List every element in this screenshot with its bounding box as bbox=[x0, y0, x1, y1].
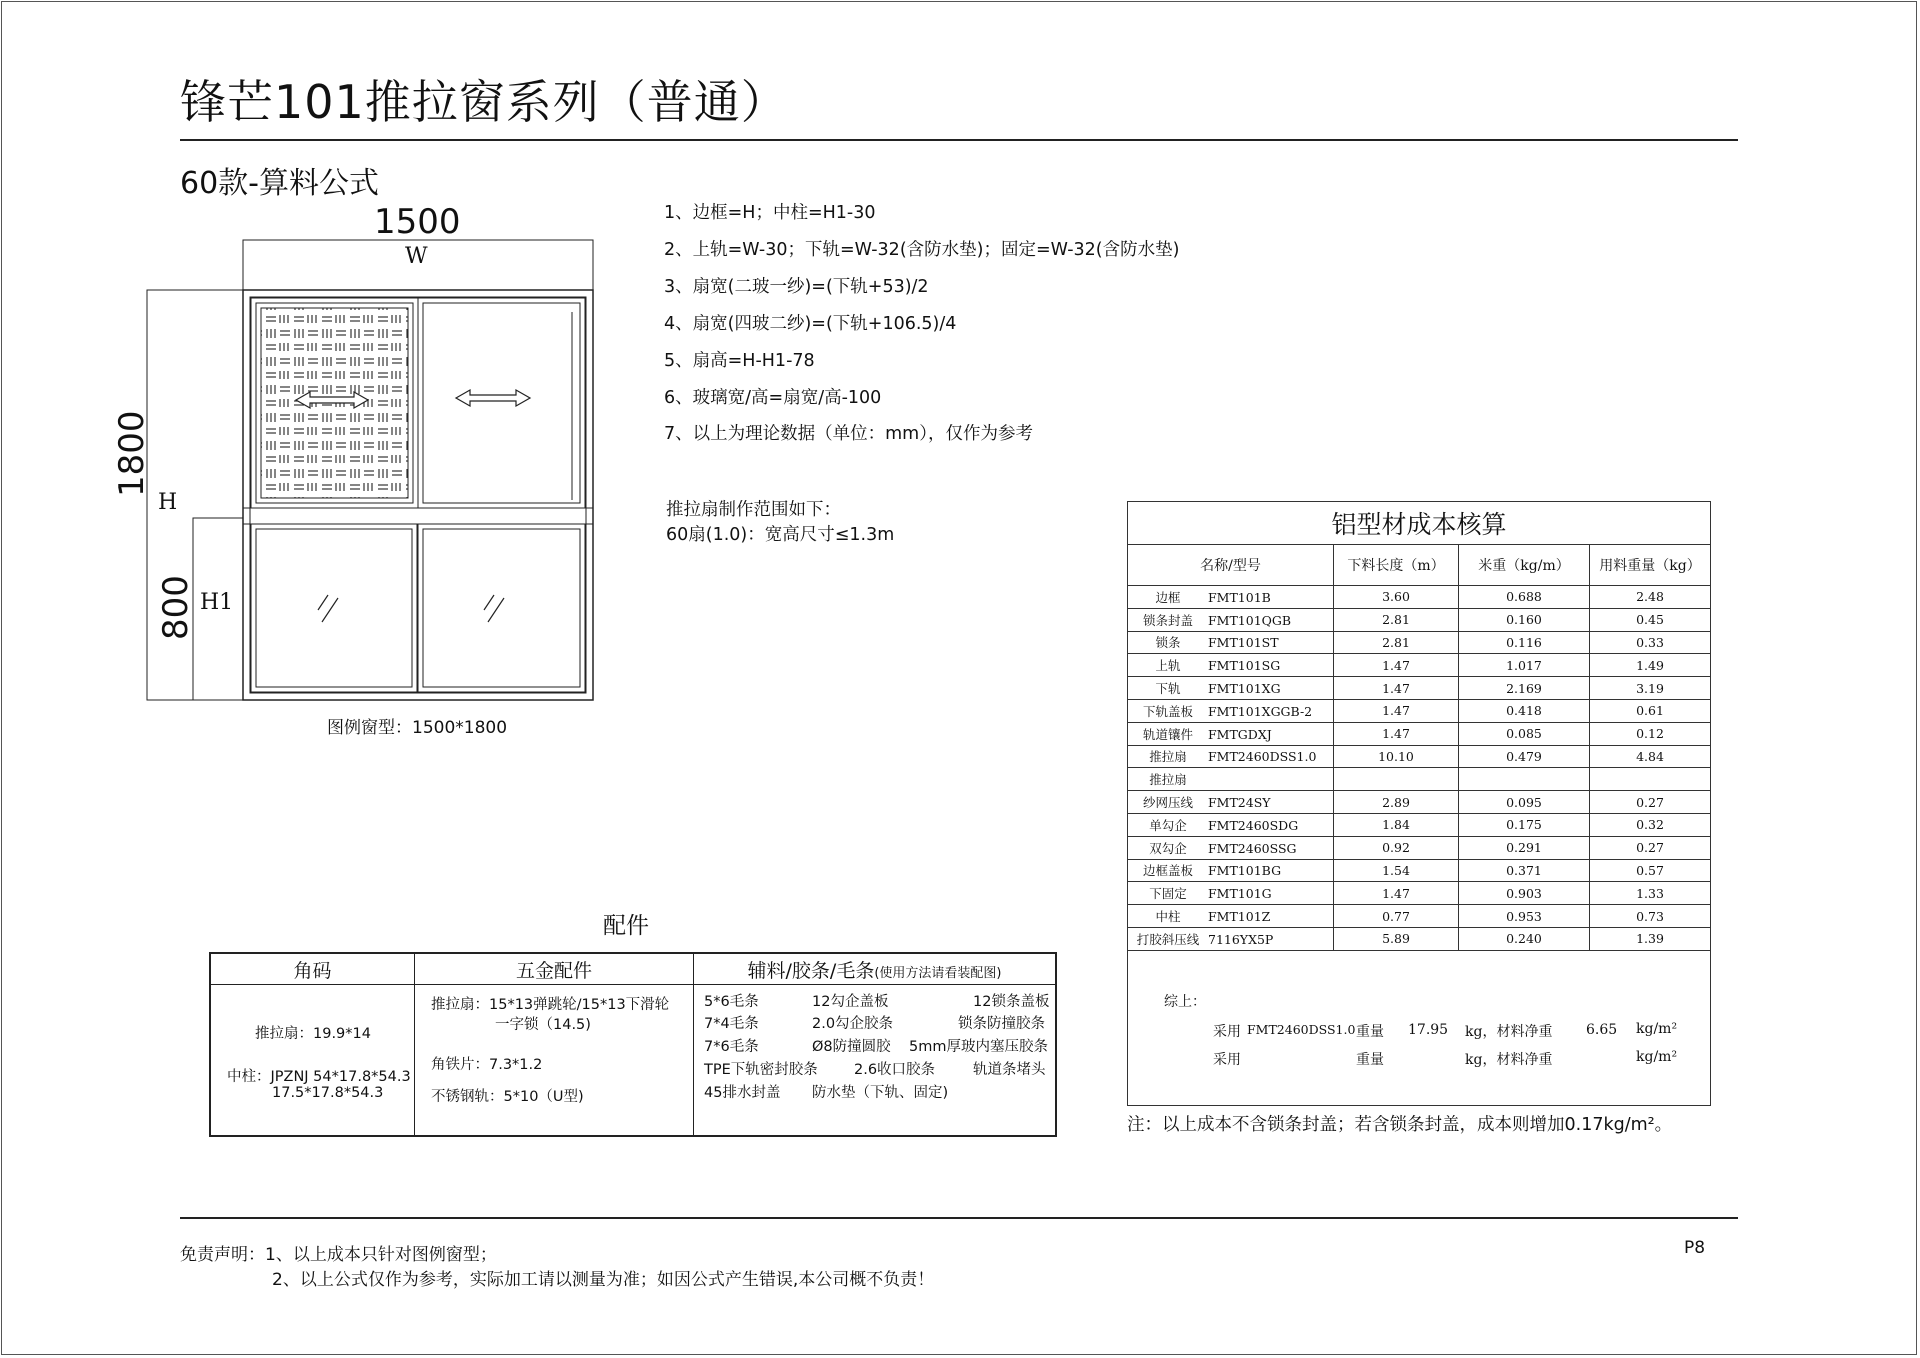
formula-7: 7、以上为理论数据（单位：mm），仅作为参考 bbox=[664, 424, 1033, 444]
cost-table-row bbox=[1128, 859, 1711, 882]
cost-table-row bbox=[1128, 722, 1711, 745]
disclaimer-line-1: 免责声明：1、以上成本只针对图例窗型； bbox=[180, 1245, 497, 1265]
disclaimer-line-2: 2、以上公式仅作为参考，实际加工请以测量为准；如因公式产生错误,本公司概不负责！ bbox=[272, 1270, 935, 1290]
lower-height-value: 800 bbox=[156, 575, 196, 640]
cost-table-row bbox=[1128, 791, 1711, 814]
cost-cell-name bbox=[1128, 813, 1334, 836]
aux-item: 5mm厚玻内塞压胶条 bbox=[909, 1039, 1048, 1055]
parts-hardware-cell bbox=[415, 985, 694, 1137]
cost-table-title: 铝型材成本核算 bbox=[1128, 502, 1711, 545]
aux-item: 7*4毛条 bbox=[704, 1016, 759, 1032]
aux-item: 2.0勾企胶条 bbox=[812, 1016, 894, 1032]
profile-model: FMTGDXJ bbox=[1208, 726, 1272, 742]
profile-model: FMT101B bbox=[1208, 589, 1271, 605]
formula-1: 1、边框=H；中柱=H1-30 bbox=[664, 203, 876, 223]
cost-cell-weight: 4.84 bbox=[1590, 745, 1711, 768]
aux-item: Ø8防撞圆胶 bbox=[812, 1039, 891, 1055]
cost-cell-length: 1.47 bbox=[1334, 882, 1459, 905]
profile-name: 轨道镶件 bbox=[1142, 726, 1193, 742]
cost-cell-name bbox=[1128, 586, 1334, 609]
height-value: 1800 bbox=[112, 410, 152, 497]
cost-table-row bbox=[1128, 654, 1711, 677]
parts-header-aux bbox=[694, 953, 1057, 985]
cost-col-weight-per-m: 米重（kg/m） bbox=[1459, 545, 1590, 586]
profile-name: 锁条 bbox=[1155, 635, 1181, 651]
cost-cell-name bbox=[1128, 882, 1334, 905]
corner-line-2: 中柱：JPZNJ 54*17.8*54.3 bbox=[227, 1069, 411, 1085]
lower-height-label: H1 bbox=[200, 590, 234, 615]
aux-item: 锁条防撞胶条 bbox=[958, 1016, 1045, 1032]
profile-name: 单勾企 bbox=[1149, 817, 1187, 833]
cost-cell-length: 1.84 bbox=[1334, 813, 1459, 836]
cost-cell-length: 1.47 bbox=[1334, 654, 1459, 677]
cost-cell-name bbox=[1128, 608, 1334, 631]
cost-cell-name bbox=[1128, 836, 1334, 859]
page-subtitle: 60款-算料公式 bbox=[180, 166, 379, 201]
cost-table-row bbox=[1128, 927, 1711, 950]
summary-l1-net-label: kg，材料净重 bbox=[1465, 1023, 1553, 1040]
aux-item: 12勾企盖板 bbox=[812, 994, 889, 1010]
formula-4: 4、扇宽(四玻二纱)=(下轨+106.5)/4 bbox=[664, 314, 957, 334]
cost-cell-length: 3.60 bbox=[1334, 586, 1459, 609]
drawing-caption: 图例窗型：1500*1800 bbox=[327, 718, 508, 738]
profile-model: FMT2460SDG bbox=[1208, 817, 1299, 833]
profile-model: FMT101QGB bbox=[1208, 612, 1292, 628]
cost-table-row bbox=[1128, 699, 1711, 722]
cost-cell-name bbox=[1128, 631, 1334, 654]
header-rule bbox=[180, 139, 1738, 141]
profile-model: FMT2460SSG bbox=[1208, 840, 1297, 856]
aux-item: 轨道条堵头 bbox=[973, 1062, 1046, 1078]
cost-table-row bbox=[1128, 631, 1711, 654]
cost-cell-weight: 0.27 bbox=[1590, 791, 1711, 814]
profile-name: 推拉扇 bbox=[1149, 749, 1187, 765]
summary-l2-net-label: kg，材料净重 bbox=[1465, 1051, 1553, 1068]
cost-col-length: 下料长度（m） bbox=[1334, 545, 1459, 586]
aux-item: 2.6收口胶条 bbox=[854, 1062, 936, 1078]
cost-cell-weight-per-m: 2.169 bbox=[1459, 677, 1590, 700]
profile-name: 下固定 bbox=[1149, 886, 1187, 902]
cost-table-row bbox=[1128, 586, 1711, 609]
parts-table bbox=[209, 952, 1057, 1137]
profile-name: 下轨 bbox=[1155, 681, 1181, 697]
parts-header-aux-label: 辅料/胶条/毛条 bbox=[747, 959, 875, 982]
aux-item: 5*6毛条 bbox=[704, 994, 759, 1010]
profile-name: 中柱 bbox=[1155, 909, 1181, 925]
aux-item: 7*6毛条 bbox=[704, 1039, 759, 1055]
corner-line-1: 推拉扇：19.9*14 bbox=[255, 1026, 371, 1042]
cost-cell-weight-per-m: 0.095 bbox=[1459, 791, 1590, 814]
parts-aux-cell bbox=[694, 985, 1057, 1137]
cost-cell-weight: 1.49 bbox=[1590, 654, 1711, 677]
hardware-line-1: 推拉扇：15*13弹跳轮/15*13下滑轮 bbox=[431, 997, 670, 1013]
cost-cell-weight: 0.61 bbox=[1590, 699, 1711, 722]
cost-cell-name bbox=[1128, 768, 1334, 791]
cost-cell-length: 1.54 bbox=[1334, 859, 1459, 882]
summary-l1-net: 6.65 bbox=[1586, 1021, 1618, 1038]
page-number: P8 bbox=[1684, 1238, 1706, 1258]
profile-model: FMT2460DSS1.0 bbox=[1208, 749, 1317, 765]
cost-col-weight: 用料重量（kg） bbox=[1590, 545, 1711, 586]
cost-cell-weight-per-m: 0.953 bbox=[1459, 905, 1590, 928]
cost-table-row bbox=[1128, 836, 1711, 859]
cost-cell-weight: 0.12 bbox=[1590, 722, 1711, 745]
cost-cell-weight-per-m bbox=[1459, 768, 1590, 791]
summary-l1-unit: kg/m² bbox=[1636, 1020, 1678, 1037]
aux-item: 45排水封盖 bbox=[704, 1085, 781, 1101]
width-label: W bbox=[405, 244, 428, 269]
profile-model: FMT101Z bbox=[1208, 909, 1271, 925]
footer-rule bbox=[180, 1217, 1738, 1219]
profile-name: 纱网压线 bbox=[1142, 795, 1193, 811]
profile-name: 推拉扇 bbox=[1149, 772, 1187, 788]
cost-cell-name bbox=[1128, 677, 1334, 700]
cost-cell-weight-per-m: 0.903 bbox=[1459, 882, 1590, 905]
cost-cell-length: 2.81 bbox=[1334, 608, 1459, 631]
profile-name: 下轨盖板 bbox=[1142, 703, 1193, 719]
parts-title: 配件 bbox=[603, 913, 649, 939]
formula-3: 3、扇宽(二玻一纱)=(下轨+53)/2 bbox=[664, 277, 929, 297]
parts-header-corner: 角码 bbox=[210, 953, 415, 985]
cost-cell-weight-per-m: 0.479 bbox=[1459, 745, 1590, 768]
cost-cell-name bbox=[1128, 722, 1334, 745]
cost-col-name: 名称/型号 bbox=[1128, 545, 1334, 586]
summary-l1-weight-label: 重量 bbox=[1356, 1023, 1384, 1040]
cost-cell-weight: 0.57 bbox=[1590, 859, 1711, 882]
cost-cell-weight-per-m: 0.175 bbox=[1459, 813, 1590, 836]
profile-name: 打胶斜压线 bbox=[1136, 931, 1200, 947]
hardware-line-3: 角铁片：7.3*1.2 bbox=[431, 1057, 543, 1073]
profile-model: FMT101SG bbox=[1208, 658, 1281, 674]
aux-item: 防水垫（下轨、固定) bbox=[812, 1085, 949, 1101]
cost-cell-length: 1.47 bbox=[1334, 699, 1459, 722]
profile-name: 边框 bbox=[1155, 589, 1181, 605]
cost-cell-weight-per-m: 0.160 bbox=[1459, 608, 1590, 631]
cost-cell-name bbox=[1128, 654, 1334, 677]
cost-cell-weight: 0.45 bbox=[1590, 608, 1711, 631]
profile-name: 边框盖板 bbox=[1142, 863, 1193, 879]
range-heading: 推拉扇制作范围如下： bbox=[666, 500, 841, 520]
cost-table-row bbox=[1128, 768, 1711, 791]
profile-model: FMT101BG bbox=[1208, 863, 1282, 879]
parts-corner-cell bbox=[210, 985, 415, 1137]
parts-header-aux-note: (使用方法请看装配图) bbox=[874, 965, 1002, 981]
formula-2: 2、上轨=W-30；下轨=W-32(含防水垫)；固定=W-32(含防水垫) bbox=[664, 240, 1180, 260]
cost-table bbox=[1127, 501, 1711, 1106]
summary-l1-weight: 17.95 bbox=[1408, 1021, 1449, 1038]
cost-cell-weight bbox=[1590, 768, 1711, 791]
summary-l1-model: FMT2460DSS1.0 bbox=[1247, 1021, 1356, 1037]
summary-l2-unit: kg/m² bbox=[1636, 1048, 1678, 1065]
cost-cell-weight: 0.33 bbox=[1590, 631, 1711, 654]
hardware-line-4: 不锈钢轨：5*10（U型) bbox=[431, 1089, 584, 1105]
cost-cell-length: 0.92 bbox=[1334, 836, 1459, 859]
profile-model: FMT24SY bbox=[1208, 795, 1271, 811]
cost-cell-length: 2.89 bbox=[1334, 791, 1459, 814]
cost-table-row bbox=[1128, 905, 1711, 928]
cost-cell-weight-per-m: 0.688 bbox=[1459, 586, 1590, 609]
hardware-line-2: 一字锁（14.5) bbox=[495, 1017, 591, 1033]
cost-cell-name bbox=[1128, 927, 1334, 950]
cost-table-body bbox=[1128, 586, 1711, 951]
height-label: H bbox=[158, 490, 178, 515]
cost-cell-length: 2.81 bbox=[1334, 631, 1459, 654]
cost-cell-weight-per-m: 0.240 bbox=[1459, 927, 1590, 950]
aux-item: TPE下轨密封胶条 bbox=[704, 1062, 818, 1078]
cost-table-row bbox=[1128, 745, 1711, 768]
summary-l2-weight-label: 重量 bbox=[1356, 1051, 1384, 1068]
cost-cell-weight-per-m: 0.371 bbox=[1459, 859, 1590, 882]
range-detail: 60扇(1.0)：宽高尺寸≤1.3m bbox=[666, 525, 895, 545]
cost-table-row bbox=[1128, 677, 1711, 700]
profile-model: FMT101XG bbox=[1208, 681, 1281, 697]
profile-model: FMT101XGGB-2 bbox=[1208, 703, 1313, 719]
cost-cell-name bbox=[1128, 791, 1334, 814]
cost-cell-length: 1.47 bbox=[1334, 722, 1459, 745]
cost-cell-length bbox=[1334, 768, 1459, 791]
aux-item: 12锁条盖板 bbox=[973, 994, 1050, 1010]
profile-model: FMT101G bbox=[1208, 886, 1272, 902]
summary-label: 综上： bbox=[1164, 993, 1206, 1010]
profile-name: 上轨 bbox=[1155, 658, 1181, 674]
cost-cell-weight-per-m: 0.418 bbox=[1459, 699, 1590, 722]
cost-table-row bbox=[1128, 813, 1711, 836]
cost-cell-weight-per-m: 1.017 bbox=[1459, 654, 1590, 677]
profile-name: 锁条封盖 bbox=[1142, 612, 1193, 628]
cost-cell-weight: 0.32 bbox=[1590, 813, 1711, 836]
cost-cell-name bbox=[1128, 905, 1334, 928]
corner-line-3: 17.5*17.8*54.3 bbox=[272, 1085, 384, 1101]
cost-cell-weight: 2.48 bbox=[1590, 586, 1711, 609]
summary-l1-prefix: 采用 bbox=[1213, 1023, 1241, 1040]
cost-note: 注：以上成本不含锁条封盖；若含锁条封盖，成本则增加0.17kg/m²。 bbox=[1127, 1115, 1673, 1135]
cost-cell-weight-per-m: 0.291 bbox=[1459, 836, 1590, 859]
cost-cell-weight: 0.27 bbox=[1590, 836, 1711, 859]
cost-cell-weight-per-m: 0.085 bbox=[1459, 722, 1590, 745]
cost-cell-length: 0.77 bbox=[1334, 905, 1459, 928]
cost-cell-weight: 0.73 bbox=[1590, 905, 1711, 928]
cost-table-row bbox=[1128, 608, 1711, 631]
cost-cell-name bbox=[1128, 859, 1334, 882]
cost-table-row bbox=[1128, 882, 1711, 905]
cost-cell-name bbox=[1128, 699, 1334, 722]
cost-cell-weight: 1.39 bbox=[1590, 927, 1711, 950]
profile-model: 7116YX5P bbox=[1208, 931, 1274, 947]
summary-l2-prefix: 采用 bbox=[1213, 1051, 1241, 1068]
cost-cell-name bbox=[1128, 745, 1334, 768]
width-value: 1500 bbox=[374, 202, 461, 242]
profile-name: 双勾企 bbox=[1149, 840, 1187, 856]
cost-summary-cell bbox=[1128, 950, 1711, 1105]
formula-6: 6、玻璃宽/高=扇宽/高-100 bbox=[664, 388, 882, 408]
page-title: 锋芒101推拉窗系列（普通） bbox=[180, 75, 788, 129]
formula-5: 5、扇高=H-H1-78 bbox=[664, 351, 815, 371]
cost-cell-length: 5.89 bbox=[1334, 927, 1459, 950]
cost-cell-length: 10.10 bbox=[1334, 745, 1459, 768]
parts-header-hardware: 五金配件 bbox=[415, 953, 694, 985]
cost-cell-weight: 1.33 bbox=[1590, 882, 1711, 905]
cost-cell-weight-per-m: 0.116 bbox=[1459, 631, 1590, 654]
cost-cell-length: 1.47 bbox=[1334, 677, 1459, 700]
cost-cell-weight: 3.19 bbox=[1590, 677, 1711, 700]
profile-model: FMT101ST bbox=[1208, 635, 1279, 651]
